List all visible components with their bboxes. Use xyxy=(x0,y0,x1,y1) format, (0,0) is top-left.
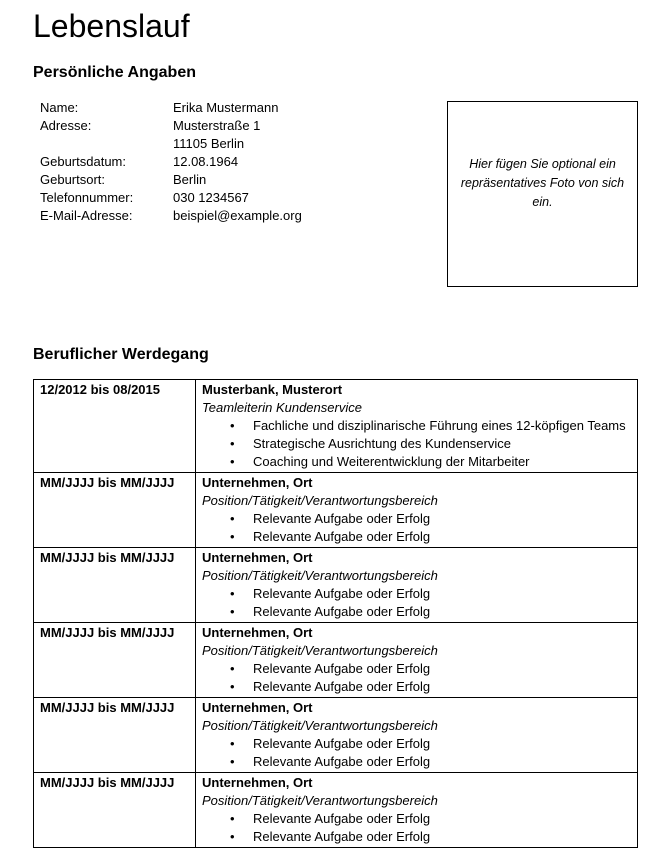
career-entry-bullet: • Relevante Aufgabe oder Erfolg xyxy=(230,753,632,771)
career-entry-company: Unternehmen, Ort xyxy=(202,550,313,565)
document-title: Lebenslauf xyxy=(33,8,190,44)
career-entry-bullet: • Relevante Aufgabe oder Erfolg xyxy=(230,510,632,528)
career-entry-position: Teamleiterin Kundenservice xyxy=(202,400,362,415)
personal-fields xyxy=(33,99,302,225)
personal-field-label: E-Mail-Adresse: xyxy=(40,208,133,223)
personal-field-row xyxy=(40,99,302,117)
career-entry-bullet: • Relevante Aufgabe oder Erfolg xyxy=(230,603,632,621)
career-section-heading: Beruflicher Werdegang xyxy=(33,346,209,363)
career-entry-period: MM/JJJJ bis MM/JJJJ xyxy=(34,773,196,848)
career-entry-position: Position/Tätigkeit/Verantwortungsbereich xyxy=(202,568,438,583)
personal-field-value: 11105 Berlin xyxy=(173,136,245,151)
career-entry-bullets xyxy=(202,510,632,546)
career-entry-details xyxy=(196,548,638,623)
career-entry-position: Position/Tätigkeit/Verantwortungsbereich xyxy=(202,718,438,733)
career-entry-company: Unternehmen, Ort xyxy=(202,475,313,490)
personal-field-label: Geburtsdatum: xyxy=(40,154,126,169)
career-entry-row xyxy=(34,473,638,548)
personal-field-label: Telefonnummer: xyxy=(40,190,134,205)
career-entry-position: Position/Tätigkeit/Verantwortungsbereich xyxy=(202,793,438,808)
career-entry-period: MM/JJJJ bis MM/JJJJ xyxy=(34,473,196,548)
career-entry-details xyxy=(196,473,638,548)
personal-field-value: beispiel@example.org xyxy=(173,208,302,223)
career-entry-row xyxy=(34,773,638,848)
personal-field-values xyxy=(173,189,249,207)
career-entry-period: MM/JJJJ bis MM/JJJJ xyxy=(34,698,196,773)
career-entry-bullets xyxy=(202,585,632,621)
personal-field-label: Adresse: xyxy=(40,118,92,133)
career-entry-bullet: • Relevante Aufgabe oder Erfolg xyxy=(230,585,632,603)
personal-section-heading: Persönliche Angaben xyxy=(33,64,196,81)
personal-field-row xyxy=(40,171,302,189)
career-entry-bullets xyxy=(202,660,632,696)
career-entry-details xyxy=(196,773,638,848)
personal-field-value: 12.08.1964 xyxy=(173,154,239,169)
career-entry-company: Musterbank, Musterort xyxy=(202,382,343,397)
career-table xyxy=(33,379,638,848)
personal-field-value: Erika Mustermann xyxy=(173,100,279,115)
personal-field-value: Musterstraße 1 xyxy=(173,118,261,133)
career-entry-company: Unternehmen, Ort xyxy=(202,700,313,715)
personal-field-label: Geburtsort: xyxy=(40,172,106,187)
career-entry-position: Position/Tätigkeit/Verantwortungsbereich xyxy=(202,493,438,508)
career-entry-period: MM/JJJJ bis MM/JJJJ xyxy=(34,623,196,698)
career-entry-bullets xyxy=(202,810,632,846)
career-entry-company: Unternehmen, Ort xyxy=(202,775,313,790)
career-entry-bullet: • Fachliche und disziplinarische Führung eines 12-köpfigen Teams xyxy=(230,417,632,435)
career-entry-position: Position/Tätigkeit/Verantwortungsbereich xyxy=(202,643,438,658)
career-entry-bullets xyxy=(202,417,632,471)
career-entry-bullet: • Relevante Aufgabe oder Erfolg xyxy=(230,810,632,828)
personal-field-values xyxy=(173,153,238,171)
career-entry-bullet: • Relevante Aufgabe oder Erfolg xyxy=(230,828,632,846)
career-entry-bullet: • Coaching und Weiterentwicklung der Mitarbeiter xyxy=(230,453,632,471)
career-entry-row xyxy=(34,380,638,473)
photo-placeholder-box xyxy=(447,101,638,287)
career-entry-bullet: • Relevante Aufgabe oder Erfolg xyxy=(230,528,632,546)
personal-field-row xyxy=(40,207,302,225)
career-table-body xyxy=(34,380,638,848)
personal-section xyxy=(33,99,638,287)
personal-field-values xyxy=(173,99,278,117)
career-entry-period: 12/2012 bis 08/2015 xyxy=(34,380,196,473)
career-entry-bullet: • Relevante Aufgabe oder Erfolg xyxy=(230,660,632,678)
photo-placeholder-text: Hier fügen Sie optional ein repräsentatives Foto von sich ein. xyxy=(460,156,625,209)
personal-field-label: Name: xyxy=(40,100,79,115)
personal-field-value: Berlin xyxy=(173,172,207,187)
career-entry-company: Unternehmen, Ort xyxy=(202,625,313,640)
career-entry-bullet: • Relevante Aufgabe oder Erfolg xyxy=(230,678,632,696)
personal-field-row xyxy=(40,153,302,171)
career-entry-details xyxy=(196,623,638,698)
personal-field-value: 030 1234567 xyxy=(173,190,249,205)
personal-field-values xyxy=(173,117,260,153)
career-entry-row xyxy=(34,623,638,698)
career-entry-period: MM/JJJJ bis MM/JJJJ xyxy=(34,548,196,623)
career-entry-row xyxy=(34,548,638,623)
career-entry-bullets xyxy=(202,735,632,771)
personal-field-values xyxy=(173,207,302,225)
career-entry-details xyxy=(196,380,638,473)
personal-field-row xyxy=(40,117,302,153)
career-entry-row xyxy=(34,698,638,773)
career-entry-details xyxy=(196,698,638,773)
personal-field-row xyxy=(40,189,302,207)
career-entry-bullet: • Relevante Aufgabe oder Erfolg xyxy=(230,735,632,753)
personal-field-values xyxy=(173,171,206,189)
career-entry-bullet: • Strategische Ausrichtung des Kundenservice xyxy=(230,435,632,453)
